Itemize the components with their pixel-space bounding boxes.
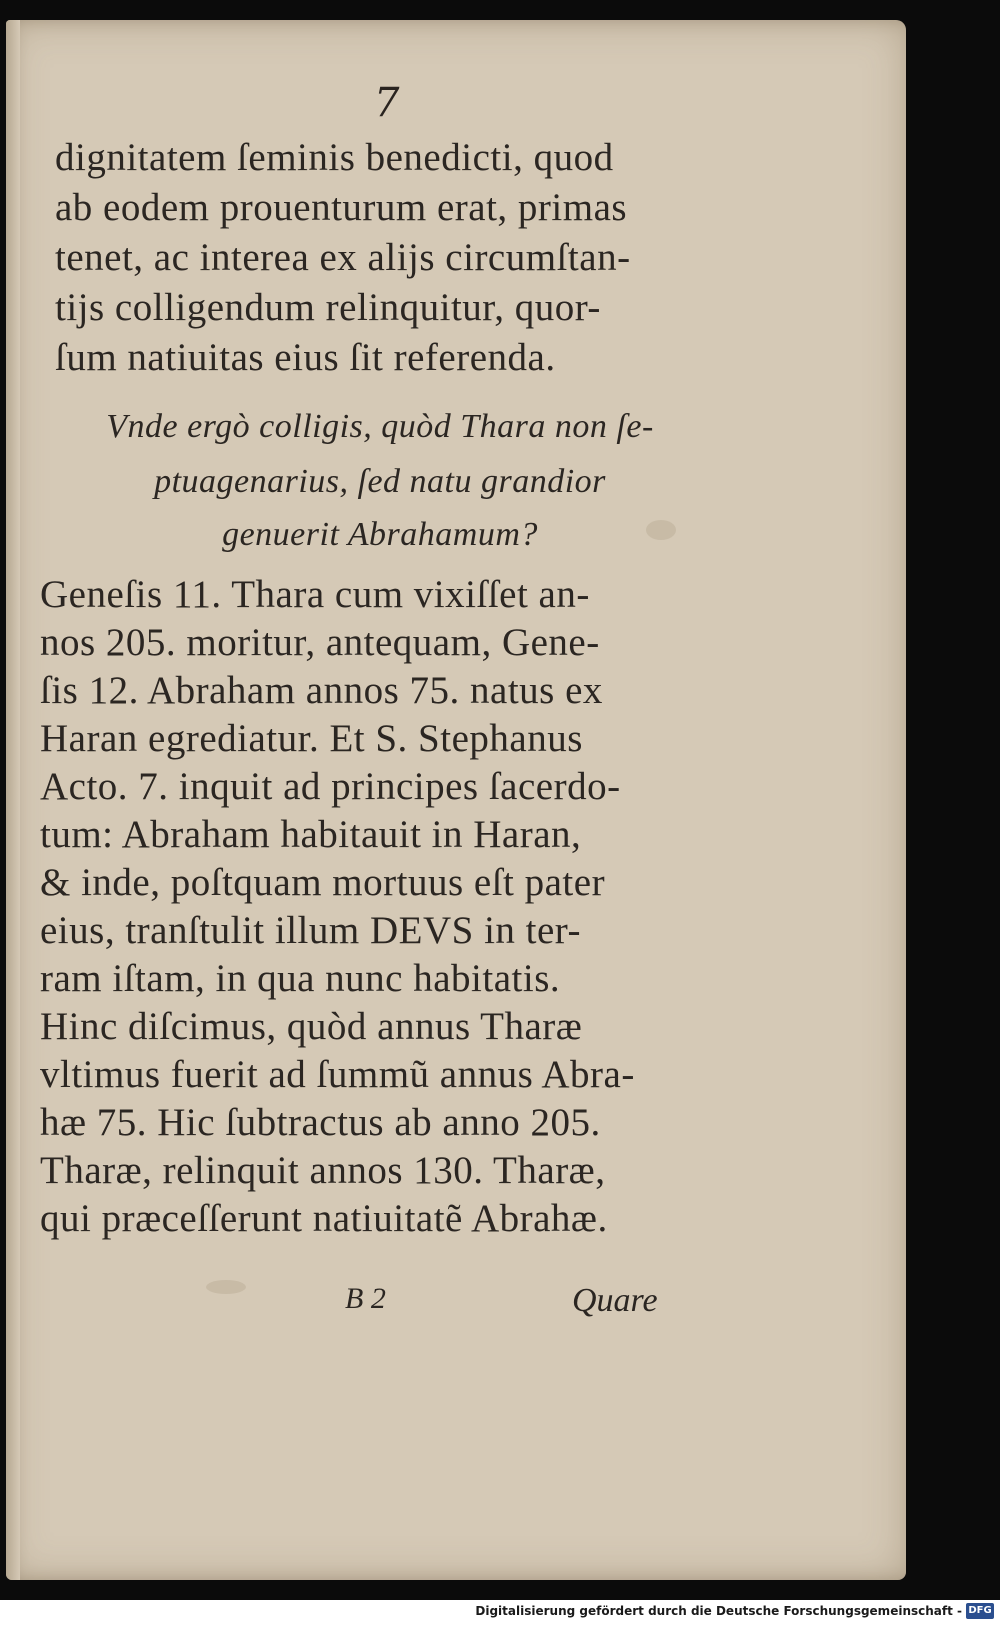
text-line: tenet, ac interea ex alijs circumſtan-	[55, 236, 631, 279]
text-line: Haran egrediatur. Et S. Stephanus	[40, 717, 583, 760]
text-line: dignitatem ſeminis benedicti, quod	[55, 136, 614, 179]
text-line: hæ 75. Hic ſubtractus ab anno 205.	[40, 1101, 601, 1144]
paper-stain	[206, 1280, 246, 1294]
text-line: qui præceſſerunt natiuitatẽ Abrahæ.	[40, 1197, 608, 1240]
text-line: Hinc diſcimus, quòd annus Tharæ	[40, 1005, 583, 1048]
text-line: eius, tranſtulit illum DEVS in ter-	[40, 909, 581, 952]
catchword: Quare	[572, 1282, 658, 1319]
question-line: Vnde ergò colligis, quòd Thara non ſe-	[106, 408, 654, 445]
dfg-logo-icon: DFG	[966, 1603, 994, 1619]
text-line: Tharæ, relinquit annos 130. Tharæ,	[40, 1149, 606, 1192]
text-line: ſum natiuitas eius ſit referenda.	[55, 336, 556, 379]
text-line: tum: Abraham habitauit in Haran,	[40, 813, 582, 856]
text-line: ram iſtam, in qua nunc habitatis.	[40, 957, 561, 1000]
question-line: genuerit Abrahamum?	[222, 516, 538, 553]
text-line: & inde, poſtquam mortuus eſt pater	[40, 861, 606, 904]
text-line: nos 205. moritur, antequam, Gene-	[40, 621, 600, 664]
question-line: ptuagenarius, ſed natu grandior	[154, 463, 606, 500]
signature-mark: B 2	[345, 1282, 386, 1315]
text-line: ſis 12. Abraham annos 75. natus ex	[40, 669, 603, 712]
credit-strip	[0, 1600, 1000, 1625]
text-line: ab eodem prouenturum erat, primas	[55, 186, 628, 229]
text-line: Acto. 7. inquit ad principes ſacerdo-	[40, 765, 621, 808]
funding-credit: Digitalisierung gefördert durch die Deutsche Forschungsgemeinschaft -	[475, 1604, 962, 1618]
text-line: Geneſis 11. Thara cum vixiſſet an-	[40, 573, 590, 616]
page-number: 7	[374, 80, 400, 126]
text-line: tijs colligendum relinquitur, quor-	[55, 286, 601, 329]
page-gutter-edge	[6, 20, 20, 1580]
text-line: vltimus fuerit ad ſummũ annus Abra-	[40, 1053, 635, 1096]
